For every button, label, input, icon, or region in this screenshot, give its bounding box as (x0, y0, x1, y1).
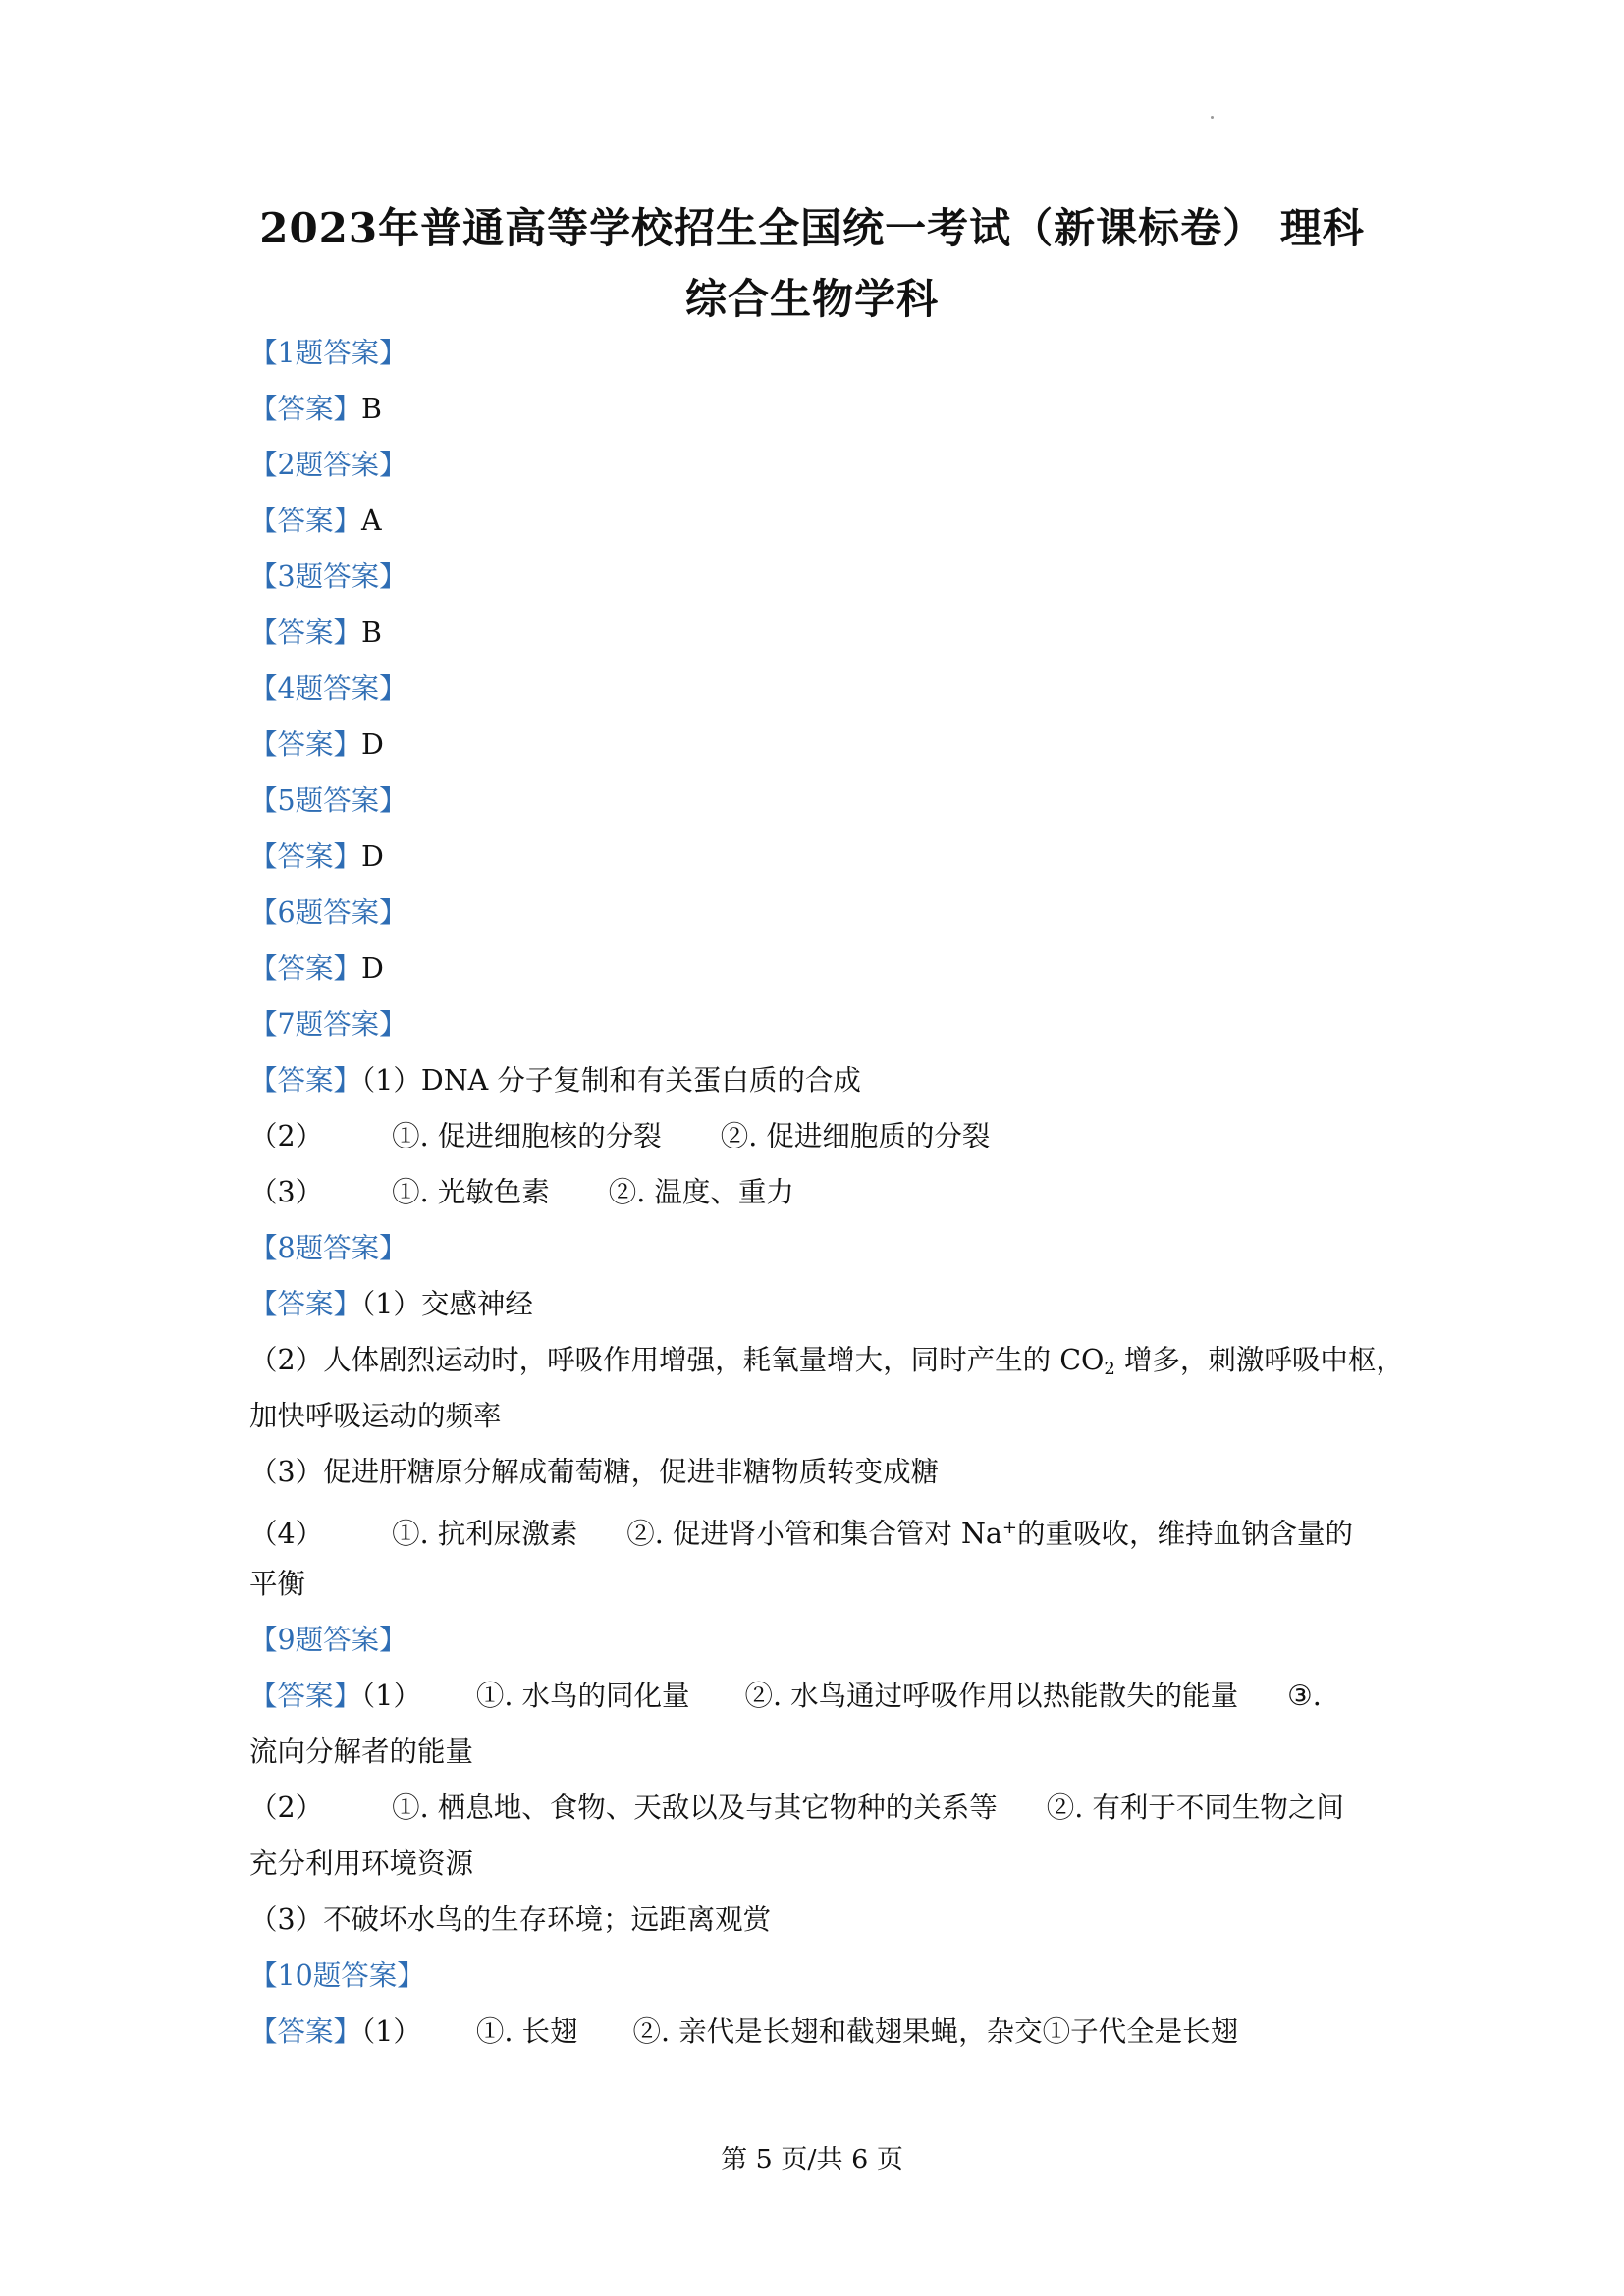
part-number: （1） (361, 1680, 421, 1712)
q8-answer-line-2 (249, 1341, 1404, 1389)
q8-answer-line-6: 平衡 (249, 1568, 306, 1600)
superscript: + (1001, 1518, 1017, 1538)
answer-item: ②. 促进肾小管和集合管对 Na (626, 1518, 1002, 1550)
answer-text: （1）交感神经 (361, 1288, 533, 1320)
answer-item: ①. 水鸟的同化量 (475, 1680, 690, 1712)
q8-answer-line-5 (249, 1509, 1353, 1554)
page-footer: 第 5 页/共 6 页 (721, 2145, 903, 2175)
answer-value: A (361, 505, 382, 537)
q3-header: 【3题答案】 (249, 561, 407, 593)
q7-answer-line-2 (249, 1117, 990, 1156)
q3-answer (249, 614, 382, 653)
part-number: （1） (361, 2015, 421, 2048)
answer-label: 【答案】 (249, 840, 362, 873)
answer-value: B (361, 393, 382, 425)
answer-value: B (361, 616, 382, 649)
q9-answer-line-1 (249, 1677, 1322, 1716)
answer-label: 【答案】 (249, 616, 362, 649)
answer-item: ①. 长翅 (475, 2015, 578, 2048)
q6-answer (249, 949, 384, 988)
answer-value: D (361, 728, 384, 761)
title-line-1: 2023年普通高等学校招生全国统一考试（新课标卷） 理科 (259, 204, 1365, 252)
part-number: （2） (249, 1791, 324, 1824)
q4-header: 【4题答案】 (249, 672, 407, 705)
answer-item: ①. 光敏色素 (392, 1176, 550, 1208)
answer-text: （1）DNA 分子复制和有关蛋白质的合成 (361, 1064, 861, 1096)
q9-answer-line-2: 流向分解者的能量 (249, 1735, 474, 1768)
q8-answer-line-3: 加快呼吸运动的频率 (249, 1400, 502, 1432)
answer-value: D (361, 952, 384, 985)
q2-answer (249, 502, 382, 541)
answer-item: ①. 栖息地、食物、天敌以及与其它物种的关系等 (392, 1791, 998, 1824)
answer-label: 【答案】 (249, 952, 362, 985)
q4-answer (249, 725, 384, 765)
answer-item: ①. 抗利尿激素 (392, 1518, 578, 1550)
answer-item: ③. (1287, 1680, 1322, 1712)
part-number: （3） (249, 1176, 324, 1208)
answer-label: 【答案】 (249, 505, 362, 537)
answer-label: 【答案】 (249, 1680, 362, 1712)
q5-answer (249, 837, 384, 877)
q6-header: 【6题答案】 (249, 896, 407, 929)
q9-answer-line-5: （3）不破坏水鸟的生存环境；远距离观赏 (249, 1903, 772, 1936)
q1-answer (249, 390, 382, 429)
q8-answer-line-1 (249, 1285, 533, 1324)
answer-value: D (361, 840, 384, 873)
q5-header: 【5题答案】 (249, 784, 407, 817)
answer-item: ①. 促进细胞核的分裂 (392, 1120, 662, 1152)
q7-answer-line-1 (249, 1061, 861, 1100)
q9-header: 【9题答案】 (249, 1624, 407, 1656)
title-line-2: 综合生物学科 (684, 275, 939, 323)
q10-answer-line-1 (249, 2012, 1238, 2052)
part-number: （2） (249, 1120, 324, 1152)
answer-item: ②. 水鸟通过呼吸作用以热能散失的能量 (744, 1680, 1239, 1712)
answer-item: ②. 亲代是长翅和截翅果蝇，杂交①子代全是长翅 (632, 2015, 1239, 2048)
answer-item: 的重吸收，维持血钠含量的 (1016, 1518, 1353, 1550)
subscript: 2 (1104, 1359, 1115, 1379)
answer-label: 【答案】 (249, 1064, 362, 1096)
answer-label: 【答案】 (249, 2015, 362, 2048)
answer-item: ②. 温度、重力 (608, 1176, 794, 1208)
q7-answer-line-3 (249, 1173, 794, 1212)
q9-answer-line-3 (249, 1789, 1344, 1828)
answer-text: 增多，刺激呼吸中枢， (1114, 1344, 1404, 1376)
q1-header: 【1题答案】 (249, 337, 407, 369)
q8-answer-line-4: （3）促进肝糖原分解成葡萄糖，促进非糖物质转变成糖 (249, 1456, 940, 1488)
q8-header: 【8题答案】 (249, 1232, 407, 1264)
answer-item: ②. 促进细胞质的分裂 (720, 1120, 991, 1152)
answer-item: ②. 有利于不同生物之间 (1046, 1791, 1344, 1824)
scan-speck (1211, 116, 1214, 119)
part-number: （4） (249, 1518, 324, 1550)
q10-header: 【10题答案】 (249, 1959, 425, 1992)
answer-text: （2）人体剧烈运动时，呼吸作用增强，耗氧量增大，同时产生的 CO (249, 1344, 1105, 1376)
answer-label: 【答案】 (249, 393, 362, 425)
answer-label: 【答案】 (249, 728, 362, 761)
q2-header: 【2题答案】 (249, 449, 407, 481)
q7-header: 【7题答案】 (249, 1008, 407, 1041)
q9-answer-line-4: 充分利用环境资源 (249, 1847, 474, 1880)
answer-label: 【答案】 (249, 1288, 362, 1320)
